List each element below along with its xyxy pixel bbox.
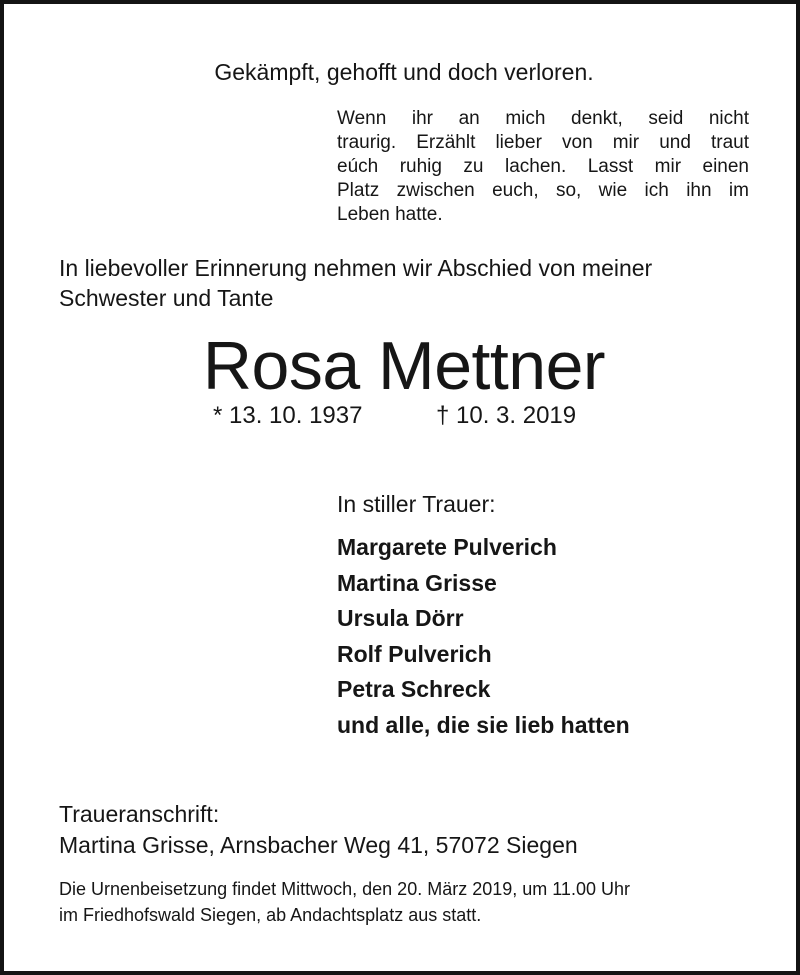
burial-line: im Friedhofswald Siegen, ab Andachtsplatz aus statt. [59,905,482,925]
mourner-name: Petra Schreck [337,676,491,702]
poem-line: Leben hatte. [337,204,443,225]
burial-info [59,876,759,928]
deceased-name: Rosa Mettner [202,328,606,404]
life-dates [4,400,800,432]
poem-line: Wenn ihr an mich denkt, seid nicht [337,108,749,129]
mourner-name: Rolf Pulverich [337,640,492,667]
mourner-list [337,530,777,743]
poem-line: traurig. Erzählt lieber von mir und traut [337,132,749,153]
motto: Gekämpft, gehofft und doch verloren. [214,59,594,85]
intro-line: Schwester und Tante [59,285,274,311]
mourning-address: Martina Grisse, Arnsbacher Weg 41, 57072 Siegen [59,832,578,858]
intro-line: In liebevoller Erinnerung nehmen wir Abschied von meiner [59,255,653,281]
poem-line: eúch ruhig zu lachen. Lasst mir einen [337,156,749,177]
burial-line: Die Urnenbeisetzung findet Mittwoch, den 20. März 2019, um 11.00 Uhr [59,879,630,899]
mourner-name: Ursula Dörr [337,605,464,631]
poem [337,107,749,227]
mourning-label: In stiller Trauer: [337,491,496,517]
address-label: Traueranschrift: [59,801,220,827]
mourner-name: Margarete Pulverich [337,534,557,560]
mourner-name: Martina Grisse [337,569,497,596]
mourner-name: und alle, die sie lieb hatten [337,711,630,738]
poem-line: Platz zwischen euch, so, wie ich ihn im [337,180,749,201]
birth-date: * 13. 10. 1937 [213,402,363,429]
intro-text [59,253,759,313]
death-date: † 10. 3. 2019 [436,402,577,429]
